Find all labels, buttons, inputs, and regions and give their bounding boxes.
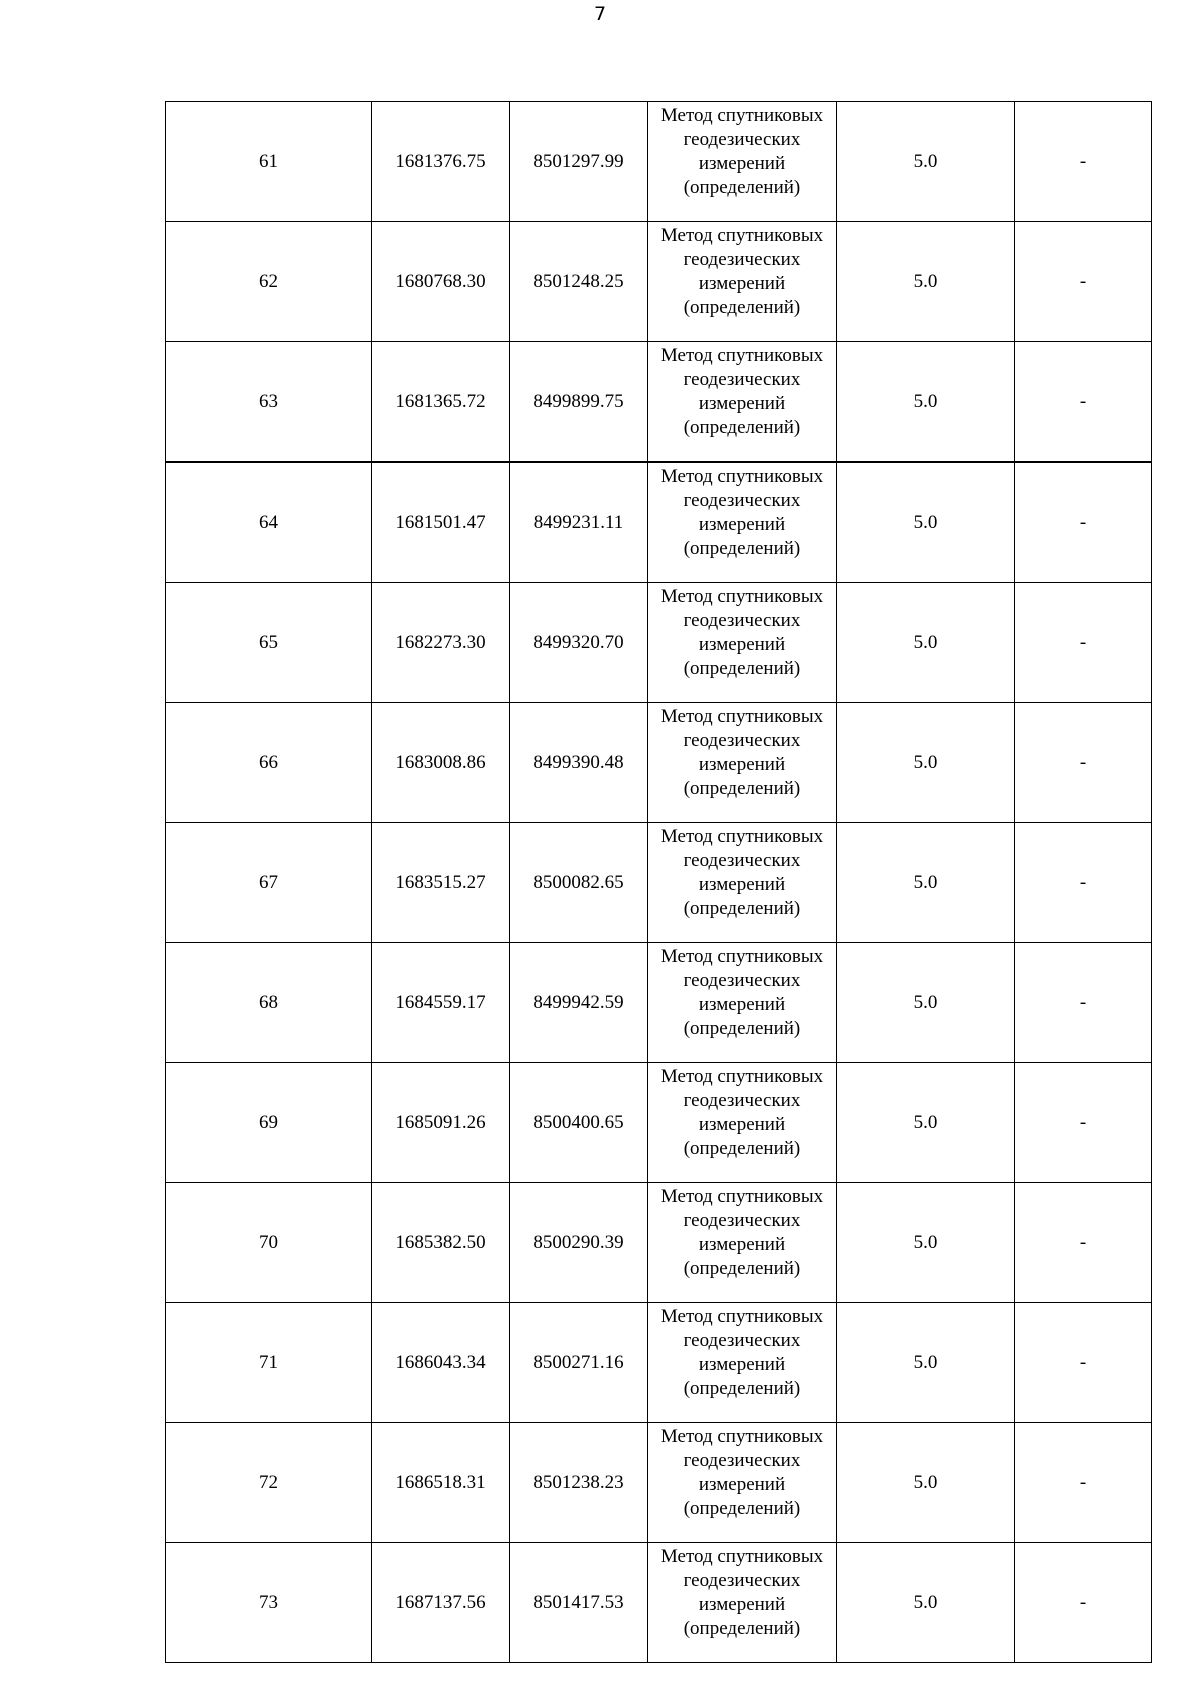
accuracy-cell: 5.0 (837, 1543, 1015, 1663)
table-row (166, 222, 1152, 342)
method-line: геодезических (683, 249, 801, 270)
point-number-cell: 73 (166, 1543, 372, 1663)
x-coordinate-cell: 1686518.31 (372, 1423, 510, 1543)
point-number-cell: 63 (166, 342, 372, 463)
table-row (166, 102, 1152, 222)
x-coordinate-cell: 1687137.56 (372, 1543, 510, 1663)
table-row (166, 1543, 1152, 1663)
y-coordinate-cell: 8499231.11 (510, 462, 648, 583)
method-line: геодезических (683, 1090, 801, 1111)
y-coordinate-cell: 8501417.53 (510, 1543, 648, 1663)
method-line: геодезических (683, 129, 801, 150)
y-coordinate-cell: 8499942.59 (510, 943, 648, 1063)
x-coordinate-cell: 1681376.75 (372, 102, 510, 222)
method-line: Метод спутниковых (660, 706, 824, 727)
method-line: геодезических (683, 369, 801, 390)
y-coordinate-cell: 8499390.48 (510, 703, 648, 823)
method-line: (определений) (683, 1498, 801, 1519)
accuracy-cell: 5.0 (837, 583, 1015, 703)
x-coordinate-cell: 1683515.27 (372, 823, 510, 943)
note-cell: - (1015, 943, 1152, 1063)
method-line: (определений) (683, 1138, 801, 1159)
method-line: Метод спутниковых (660, 1186, 824, 1207)
accuracy-cell: 5.0 (837, 703, 1015, 823)
method-line: (определений) (683, 177, 801, 198)
accuracy-cell: 5.0 (837, 943, 1015, 1063)
note-cell: - (1015, 583, 1152, 703)
method-line: геодезических (683, 1210, 801, 1231)
point-number-cell: 68 (166, 943, 372, 1063)
y-coordinate-cell: 8499899.75 (510, 342, 648, 463)
method-line: Метод спутниковых (660, 826, 824, 847)
accuracy-cell: 5.0 (837, 1303, 1015, 1423)
method-cell (648, 1423, 837, 1543)
method-line: Метод спутниковых (660, 946, 824, 967)
note-cell: - (1015, 342, 1152, 463)
point-number-cell: 69 (166, 1063, 372, 1183)
coordinates-table-body (166, 102, 1152, 1663)
note-cell: - (1015, 1423, 1152, 1543)
method-cell (648, 1063, 837, 1183)
method-line: геодезических (683, 490, 801, 511)
method-line: геодезических (683, 1570, 801, 1591)
method-line: измерений (698, 273, 786, 294)
table-row (166, 1063, 1152, 1183)
note-cell: - (1015, 1183, 1152, 1303)
accuracy-cell: 5.0 (837, 1063, 1015, 1183)
table-row (166, 583, 1152, 703)
method-line: измерений (698, 634, 786, 655)
y-coordinate-cell: 8500271.16 (510, 1303, 648, 1423)
x-coordinate-cell: 1681365.72 (372, 342, 510, 463)
method-cell (648, 1303, 837, 1423)
accuracy-cell: 5.0 (837, 1183, 1015, 1303)
method-line: измерений (698, 1594, 786, 1615)
method-line: измерений (698, 1354, 786, 1375)
method-line: (определений) (683, 1618, 801, 1639)
method-line: Метод спутниковых (660, 466, 824, 487)
method-line: Метод спутниковых (660, 105, 824, 126)
accuracy-cell: 5.0 (837, 462, 1015, 583)
method-line: геодезических (683, 730, 801, 751)
y-coordinate-cell: 8500082.65 (510, 823, 648, 943)
point-number-cell: 61 (166, 102, 372, 222)
accuracy-cell: 5.0 (837, 342, 1015, 463)
point-number-cell: 66 (166, 703, 372, 823)
method-line: Метод спутниковых (660, 1546, 824, 1567)
method-line: (определений) (683, 297, 801, 318)
method-cell (648, 102, 837, 222)
method-cell (648, 583, 837, 703)
point-number-cell: 71 (166, 1303, 372, 1423)
method-line: геодезических (683, 970, 801, 991)
method-cell (648, 823, 837, 943)
method-line: Метод спутниковых (660, 586, 824, 607)
method-line: Метод спутниковых (660, 1306, 824, 1327)
table-row (166, 943, 1152, 1063)
x-coordinate-cell: 1684559.17 (372, 943, 510, 1063)
method-line: (определений) (683, 1258, 801, 1279)
accuracy-cell: 5.0 (837, 222, 1015, 342)
method-line: (определений) (683, 658, 801, 679)
table-row (166, 1183, 1152, 1303)
y-coordinate-cell: 8500400.65 (510, 1063, 648, 1183)
y-coordinate-cell: 8501297.99 (510, 102, 648, 222)
y-coordinate-cell: 8501238.23 (510, 1423, 648, 1543)
note-cell: - (1015, 1543, 1152, 1663)
note-cell: - (1015, 102, 1152, 222)
note-cell: - (1015, 703, 1152, 823)
page-number: 7 (593, 3, 607, 25)
table-row (166, 703, 1152, 823)
y-coordinate-cell: 8500290.39 (510, 1183, 648, 1303)
method-line: измерений (698, 1474, 786, 1495)
coordinates-table (165, 101, 1152, 1663)
method-line: Метод спутниковых (660, 1066, 824, 1087)
method-cell (648, 703, 837, 823)
note-cell: - (1015, 1303, 1152, 1423)
method-line: геодезических (683, 1330, 801, 1351)
x-coordinate-cell: 1683008.86 (372, 703, 510, 823)
x-coordinate-cell: 1681501.47 (372, 462, 510, 583)
method-line: (определений) (683, 1018, 801, 1039)
table-row (166, 823, 1152, 943)
point-number-cell: 72 (166, 1423, 372, 1543)
method-line: геодезических (683, 850, 801, 871)
point-number-cell: 70 (166, 1183, 372, 1303)
method-line: измерений (698, 393, 786, 414)
method-line: Метод спутниковых (660, 345, 824, 366)
x-coordinate-cell: 1682273.30 (372, 583, 510, 703)
method-cell (648, 222, 837, 342)
x-coordinate-cell: 1685091.26 (372, 1063, 510, 1183)
point-number-cell: 62 (166, 222, 372, 342)
y-coordinate-cell: 8499320.70 (510, 583, 648, 703)
method-line: измерений (698, 153, 786, 174)
method-cell (648, 1183, 837, 1303)
method-line: (определений) (683, 417, 801, 438)
y-coordinate-cell: 8501248.25 (510, 222, 648, 342)
method-line: измерений (698, 874, 786, 895)
method-line: измерений (698, 754, 786, 775)
method-line: измерений (698, 994, 786, 1015)
table-row (166, 462, 1152, 583)
x-coordinate-cell: 1680768.30 (372, 222, 510, 342)
method-line: Метод спутниковых (660, 225, 824, 246)
note-cell: - (1015, 462, 1152, 583)
point-number-cell: 67 (166, 823, 372, 943)
table-row (166, 1303, 1152, 1423)
accuracy-cell: 5.0 (837, 823, 1015, 943)
method-line: геодезических (683, 1450, 801, 1471)
x-coordinate-cell: 1685382.50 (372, 1183, 510, 1303)
method-cell (648, 462, 837, 583)
method-line: Метод спутниковых (660, 1426, 824, 1447)
method-line: (определений) (683, 778, 801, 799)
accuracy-cell: 5.0 (837, 1423, 1015, 1543)
method-line: измерений (698, 1234, 786, 1255)
method-cell (648, 1543, 837, 1663)
table-row (166, 342, 1152, 463)
method-line: измерений (698, 1114, 786, 1135)
point-number-cell: 64 (166, 462, 372, 583)
method-line: (определений) (683, 538, 801, 559)
x-coordinate-cell: 1686043.34 (372, 1303, 510, 1423)
method-cell (648, 342, 837, 463)
method-line: (определений) (683, 898, 801, 919)
point-number-cell: 65 (166, 583, 372, 703)
table-row (166, 1423, 1152, 1543)
method-line: (определений) (683, 1378, 801, 1399)
note-cell: - (1015, 1063, 1152, 1183)
method-line: измерений (698, 514, 786, 535)
note-cell: - (1015, 222, 1152, 342)
method-cell (648, 943, 837, 1063)
method-line: геодезических (683, 610, 801, 631)
note-cell: - (1015, 823, 1152, 943)
accuracy-cell: 5.0 (837, 102, 1015, 222)
